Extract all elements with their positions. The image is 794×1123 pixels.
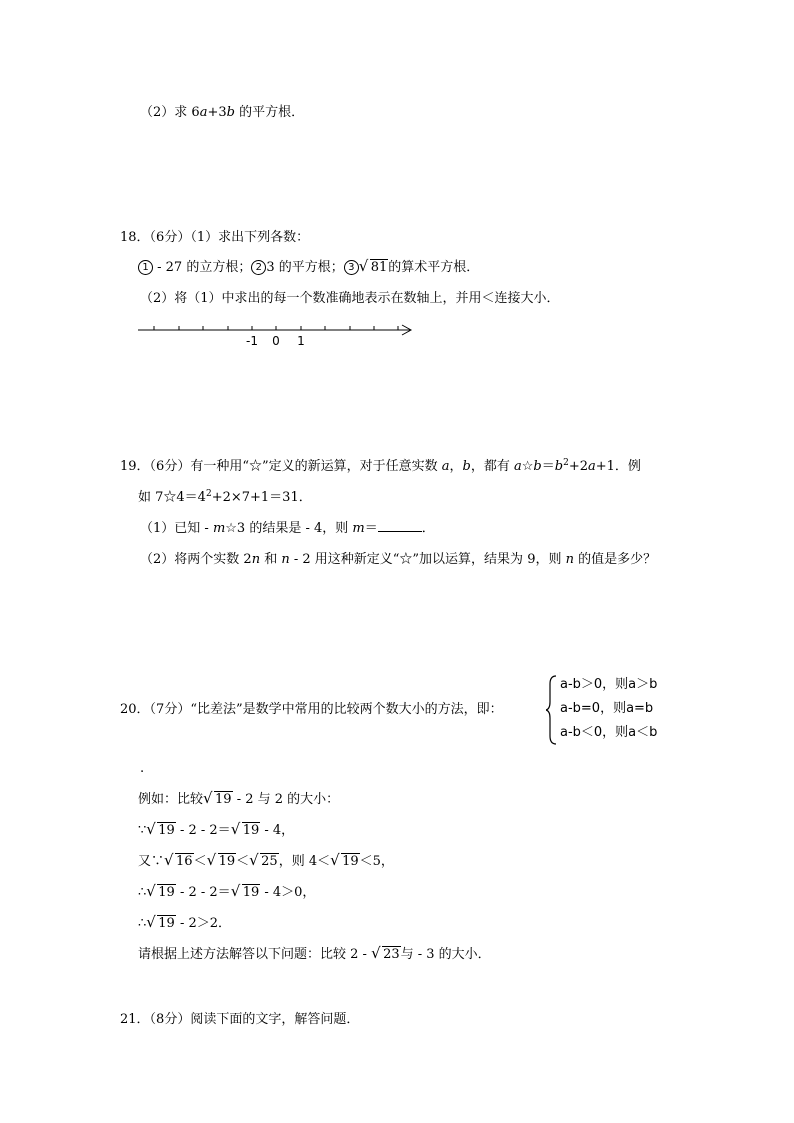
circled-number-2: 2	[251, 260, 266, 275]
q20-example: 例如：比较√ 19 - 2 与 2 的大小：	[138, 790, 339, 810]
q17-part2: （2）求 6a+3b 的平方根．	[140, 105, 305, 120]
circled-number-3: 3	[344, 260, 359, 275]
q20-step3: ∴√ 19 - 2 - 2＝√ 19 - 4＞0，	[138, 883, 315, 903]
q18-part2: （2）将（1）中求出的每一个数准确地表示在数轴上，并用＜连接大小．	[140, 291, 560, 306]
q20-step4: ∴√ 19 - 2＞2．	[138, 914, 231, 934]
q20-heading: 20．（7分）“比差法”是数学中常用的比较两个数大小的方法，即：	[120, 702, 503, 717]
q19-part1: （1）已知 - m☆3 的结果是 - 4，则 m＝ ．	[140, 521, 435, 536]
axis-label-neg1: -1	[246, 334, 258, 348]
cases-brace	[546, 674, 558, 746]
circled-number-1: 1	[138, 260, 153, 275]
q18-items: 1 - 27 的立方根； 2 3 的平方根； 3√ 81的算术平方根．	[138, 258, 479, 278]
case-less: a-b＜0，则a＜b	[560, 725, 658, 740]
q19-line2: 如 $7☆4=4^2+2\times 7+1=31$．	[138, 489, 312, 505]
q18-heading: 18．（6分）（1）求出下列各数：	[120, 230, 310, 245]
case-greater: a-b＞0，则a＞b	[560, 677, 658, 692]
sqrt-81: √ 81	[359, 258, 389, 278]
q20-step1: ∵√ 19 - 2 - 2＝√ 19 - 4，	[138, 821, 294, 841]
q19-line1: 19．（6分）有一种用“☆”定义的新运算，对于任意实数 a，b，都有 $a☆b=b^2+2a+1$．例	[120, 458, 641, 474]
q20-step2: 又∵√ 16＜√ 19＜√ 25，则 4＜√ 19＜5，	[138, 852, 394, 872]
axis-label-0: 0	[272, 334, 280, 348]
axis-label-1: 1	[297, 334, 305, 348]
axis-ticks	[154, 326, 398, 330]
answer-blank[interactable]	[378, 519, 422, 532]
q21-heading: 21．（8分）阅读下面的文字，解答问题．	[120, 1012, 360, 1027]
case-equal: a-b=0，则a=b	[560, 701, 654, 716]
q20-task: 请根据上述方法解答以下问题：比较 2 - √ 23与 - 3 的大小．	[138, 945, 491, 965]
number-line	[136, 318, 418, 350]
q20-dot: .	[140, 761, 145, 776]
q19-part2: （2）将两个实数 2n 和 n - 2 用这种新定义“☆”加以运算，结果为 9，则 n 的值是多少？	[140, 552, 657, 567]
